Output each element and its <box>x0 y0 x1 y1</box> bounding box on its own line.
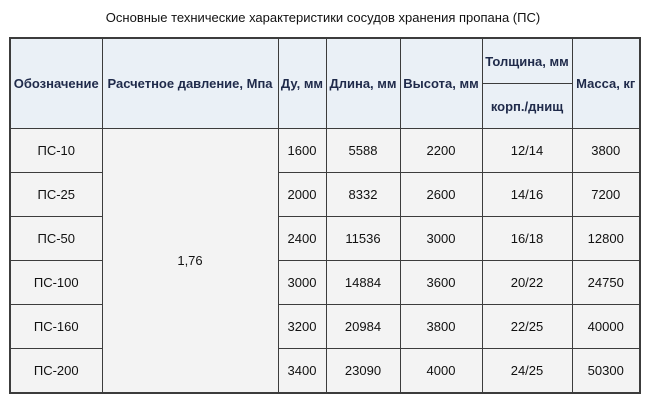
cell-length: 11536 <box>326 217 400 261</box>
cell-height: 4000 <box>400 349 482 394</box>
cell-mass: 12800 <box>572 217 640 261</box>
header-height: Высота, мм <box>400 38 482 129</box>
cell-height: 2600 <box>400 173 482 217</box>
cell-thickness: 20/22 <box>482 261 572 305</box>
cell-thickness: 24/25 <box>482 349 572 394</box>
cell-mass: 50300 <box>572 349 640 394</box>
cell-mass: 7200 <box>572 173 640 217</box>
cell-designation: ПС-25 <box>10 173 102 217</box>
cell-diameter: 3400 <box>278 349 326 394</box>
cell-length: 23090 <box>326 349 400 394</box>
header-thickness-sub: корп./днищ <box>482 84 572 129</box>
cell-thickness: 16/18 <box>482 217 572 261</box>
header-length: Длина, мм <box>326 38 400 129</box>
cell-designation: ПС-100 <box>10 261 102 305</box>
cell-thickness: 22/25 <box>482 305 572 349</box>
table-row <box>10 129 640 173</box>
cell-length: 5588 <box>326 129 400 173</box>
cell-length: 8332 <box>326 173 400 217</box>
cell-height: 2200 <box>400 129 482 173</box>
cell-diameter: 2400 <box>278 217 326 261</box>
cell-height: 3000 <box>400 217 482 261</box>
header-diameter: Ду, мм <box>278 38 326 129</box>
cell-diameter: 3200 <box>278 305 326 349</box>
cell-length: 14884 <box>326 261 400 305</box>
cell-height: 3600 <box>400 261 482 305</box>
cell-mass: 40000 <box>572 305 640 349</box>
cell-designation: ПС-200 <box>10 349 102 394</box>
cell-designation: ПС-10 <box>10 129 102 173</box>
cell-diameter: 3000 <box>278 261 326 305</box>
cell-mass: 3800 <box>572 129 640 173</box>
header-designation: Обозначение <box>10 38 102 129</box>
header-thickness: Толщина, мм <box>482 38 572 84</box>
specifications-table <box>9 37 641 394</box>
cell-height: 3800 <box>400 305 482 349</box>
cell-thickness: 14/16 <box>482 173 572 217</box>
cell-pressure: 1,76 <box>102 129 278 394</box>
header-mass: Масса, кг <box>572 38 640 129</box>
cell-designation: ПС-160 <box>10 305 102 349</box>
header-row <box>10 38 640 84</box>
cell-diameter: 2000 <box>278 173 326 217</box>
cell-diameter: 1600 <box>278 129 326 173</box>
cell-length: 20984 <box>326 305 400 349</box>
cell-thickness: 12/14 <box>482 129 572 173</box>
cell-designation: ПС-50 <box>10 217 102 261</box>
table-caption: Основные технические характеристики сосудов хранения пропана (ПС) <box>105 10 541 25</box>
header-pressure: Расчетное давление, Мпа <box>102 38 278 129</box>
cell-mass: 24750 <box>572 261 640 305</box>
